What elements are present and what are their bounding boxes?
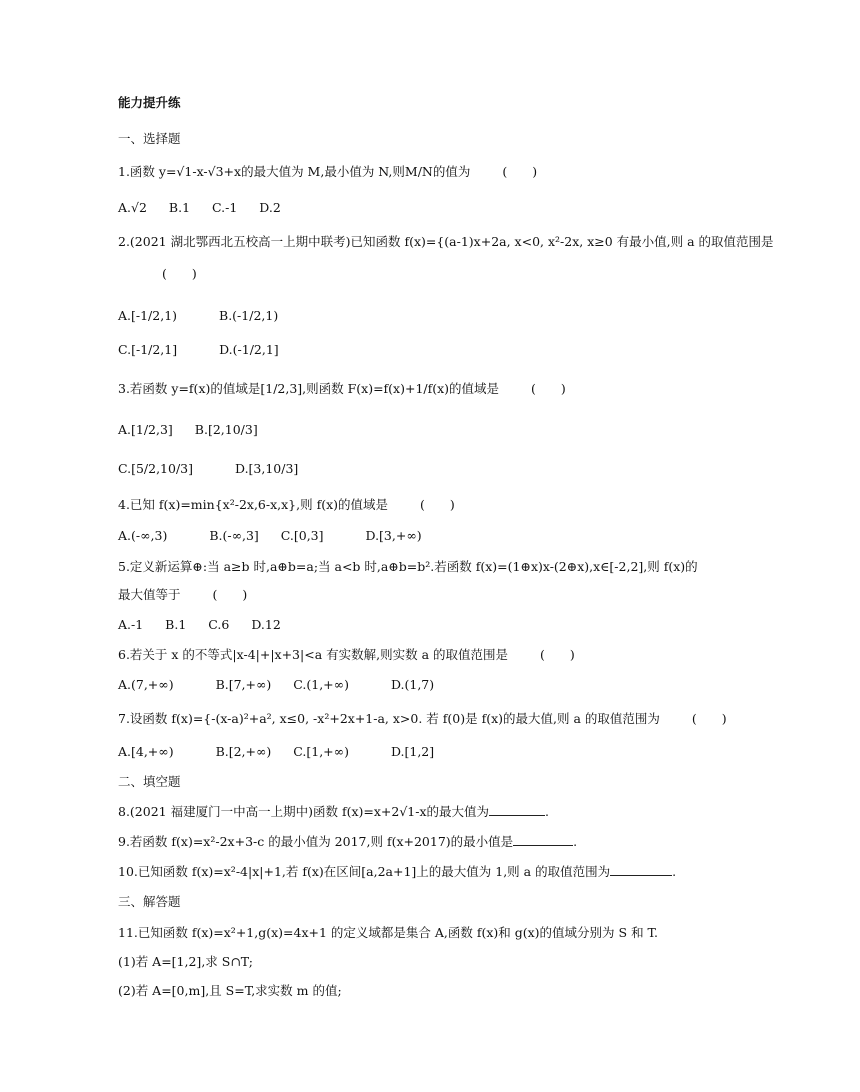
question-5-stem-line2 <box>118 586 800 604</box>
section-heading-choice: 一、选择题 <box>118 131 181 146</box>
question-2-stem: 2.(2021 湖北鄂西北五校高一上期中联考)已知函数 f(x)={(a-1)x+2a, x<0, x²-2x, x≥0 有最小值,则 a 的取值范围是 <box>118 234 774 249</box>
question-5-stem-end: 最大值等于 <box>118 587 181 602</box>
question-4-stem: 4.已知 f(x)=min{x²-2x,6-x,x},则 f(x)的值域是 <box>118 497 388 512</box>
option-d: D.(-1/2,1] <box>219 342 279 357</box>
option-b: B.(-∞,3] <box>209 528 259 543</box>
question-3-options-row1 <box>118 421 800 439</box>
option-c: C.[5/2,10/3] <box>118 461 194 476</box>
period: . <box>573 834 578 849</box>
question-2-options-row2 <box>118 341 800 359</box>
option-b: B.[7,+∞) <box>215 677 272 692</box>
option-b: B.1 <box>165 617 187 632</box>
option-c: C.-1 <box>212 200 238 215</box>
question-11-part-2: (2)若 A=[0,m],且 S=T,求实数 m 的值; <box>118 983 342 998</box>
question-1-stem: 1.函数 y=√1-x-√3+x的最大值为 M,最小值为 N,则M/N的值为 <box>118 164 471 179</box>
question-3 <box>118 380 800 398</box>
question-4-options <box>118 527 800 545</box>
period: . <box>672 864 677 879</box>
question-4 <box>118 496 800 514</box>
question-10 <box>118 863 800 881</box>
option-b: B.(-1/2,1) <box>219 308 279 323</box>
section-heading-fill: 二、填空题 <box>118 774 181 789</box>
question-5-options <box>118 616 800 634</box>
option-b: B.[2,+∞) <box>215 744 272 759</box>
question-7 <box>118 710 800 728</box>
option-d: D.[3,+∞) <box>365 528 422 543</box>
answer-paren: ( ) <box>539 647 575 662</box>
question-7-stem: 7.设函数 f(x)={-(x-a)²+a², x≤0, -x²+2x+1-a, x>0. 若 f(0)是 f(x)的最大值,则 a 的取值范围为 <box>118 711 660 726</box>
question-9 <box>118 833 800 851</box>
option-d: D.[3,10/3] <box>235 461 299 476</box>
option-d: D.[1,2] <box>390 744 435 759</box>
question-9-stem: 9.若函数 f(x)=x²-2x+3-c 的最小值为 2017,则 f(x+2017)的最小值是 <box>118 834 514 849</box>
option-b: B.1 <box>168 200 191 215</box>
period: . <box>545 804 549 819</box>
option-a: A.√2 <box>118 200 147 215</box>
page-title: 能力提升练 <box>118 95 181 110</box>
question-2-options-row1 <box>118 307 800 325</box>
question-3-stem: 3.若函数 y=f(x)的值域是[1/2,3],则函数 F(x)=f(x)+1/f(x)的值域是 <box>118 381 500 396</box>
answer-paren: ( ) <box>502 164 538 179</box>
option-c: C.(1,+∞) <box>293 677 349 692</box>
question-11-stem: 11.已知函数 f(x)=x²+1,g(x)=4x+1 的定义域都是集合 A,函数 f(x)和 g(x)的值域分别为 S 和 T. <box>118 925 659 940</box>
question-3-options-row2 <box>118 460 800 478</box>
option-d: D.(1,7) <box>390 677 435 692</box>
question-10-stem: 10.已知函数 f(x)=x²-4|x|+1,若 f(x)在区间[a,2a+1]上的最大值为 1,则 a 的取值范围为 <box>118 864 611 879</box>
option-a: A.[-1/2,1) <box>118 308 178 323</box>
answer-paren: ( ) <box>691 711 727 726</box>
option-c: C.6 <box>208 617 230 632</box>
question-6-options <box>118 676 800 694</box>
answer-paren: ( ) <box>212 587 248 602</box>
option-c: C.[-1/2,1] <box>118 342 178 357</box>
option-b: B.[2,10/3] <box>194 422 258 437</box>
question-8 <box>118 803 800 821</box>
section-heading-answer: 三、解答题 <box>118 894 181 909</box>
answer-paren: ( ) <box>531 381 566 396</box>
option-a: A.-1 <box>118 617 144 632</box>
option-a: A.(-∞,3) <box>118 528 168 543</box>
answer-blank[interactable] <box>489 803 545 816</box>
option-a: A.[1/2,3] <box>118 422 173 437</box>
answer-paren: ( ) <box>419 497 455 512</box>
question-5-stem-line1: 5.定义新运算⊕:当 a≥b 时,a⊕b=a;当 a<b 时,a⊕b=b².若函数 f(x)=(1⊕x)x-(2⊕x),x∈[-2,2],则 f(x)的 <box>118 559 698 574</box>
question-6 <box>118 646 800 664</box>
question-8-stem: 8.(2021 福建厦门一中高一上期中)函数 f(x)=x+2√1-x的最大值为 <box>118 804 490 819</box>
answer-paren: ( ) <box>162 266 197 281</box>
option-a: A.[4,+∞) <box>118 744 174 759</box>
question-7-options <box>118 743 800 761</box>
option-d: D.12 <box>251 617 281 632</box>
option-d: D.2 <box>259 200 281 215</box>
answer-blank[interactable] <box>513 833 573 846</box>
answer-blank[interactable] <box>610 863 672 876</box>
question-6-stem: 6.若关于 x 的不等式|x-4|+|x+3|<a 有实数解,则实数 a 的取值范围是 <box>118 647 508 662</box>
option-c: C.[0,3] <box>280 528 324 543</box>
option-c: C.[1,+∞) <box>293 744 349 759</box>
question-11-part-1: (1)若 A=[1,2],求 S∩T; <box>118 954 253 969</box>
question-1 <box>118 163 800 181</box>
option-a: A.(7,+∞) <box>118 677 174 692</box>
question-1-options <box>118 199 800 217</box>
